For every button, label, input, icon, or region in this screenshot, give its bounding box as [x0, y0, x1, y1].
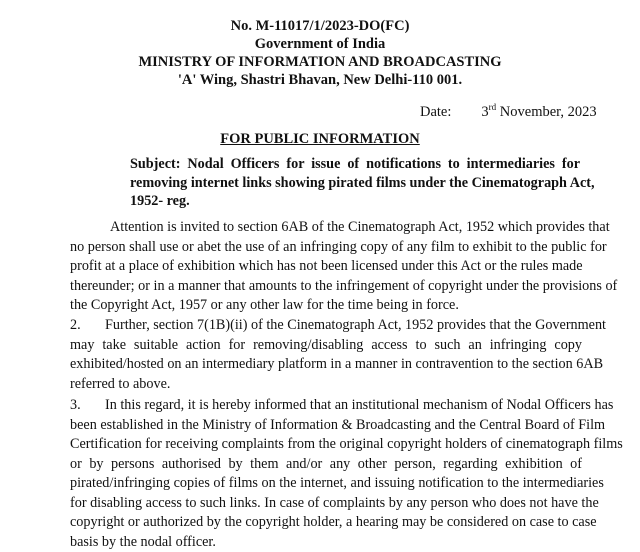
paragraph-line: referred to above.	[70, 375, 582, 395]
date-label: Date:	[420, 104, 451, 120]
paragraph-line: the Copyright Act, 1957 or any other law for the time being in force.	[70, 296, 582, 316]
paragraph-line: exhibited/hosted on an intermediary platform in a manner in contravention to the section 6AB	[70, 355, 582, 375]
paragraph-number: 2.	[70, 316, 105, 336]
ministry-address: 'A' Wing, Shastri Bhavan, New Delhi-110 001.	[0, 72, 640, 89]
ministry-name: MINISTRY OF INFORMATION AND BROADCASTING	[0, 54, 640, 71]
paragraph-line: been established in the Ministry of Information & Broadcasting and the Central Board of Film	[70, 416, 582, 436]
date-suffix: rd	[489, 102, 497, 112]
paragraph-line: profit at a place of exhibition which has not been licensed under this Act or the rules made	[70, 257, 582, 277]
paragraph-line: thereunder; or in a manner that amounts to the infringement of copyright under the provisions of	[70, 277, 582, 297]
paragraph-2	[70, 316, 582, 394]
date-month-year: November, 2023	[496, 104, 597, 120]
date-day: 3	[481, 104, 488, 120]
subject-block	[130, 155, 580, 211]
reference-number: No. M-11017/1/2023-DO(FC)	[0, 18, 640, 35]
paragraph-line: Certification for receiving complaints from the original copyright holders of cinematograph films	[70, 435, 582, 455]
notice-title: FOR PUBLIC INFORMATION	[0, 131, 640, 148]
paragraph-line: no person shall use or abet the use of an infringing copy of any film to exhibit to the public for	[70, 238, 582, 258]
paragraph-3	[70, 396, 582, 552]
paragraph-line: pirated/infringing copies of films on the internet, and issuing notification to the intermediaries	[70, 474, 582, 494]
subject-line: Subject: Nodal Officers for issue of notifications to intermediaries for	[130, 155, 580, 174]
paragraph-line: basis by the nodal officer.	[70, 533, 582, 552]
paragraph-line: for disabling access to such links. In case of complaints by any person who does not have the	[70, 494, 582, 514]
paragraph-line: Attention is invited to section 6AB of the Cinematograph Act, 1952 which provides that	[70, 218, 582, 238]
paragraph-line: or by persons authorised by them and/or any other person, regarding exhibition of	[70, 455, 582, 475]
paragraph-line: may take suitable action for removing/disabling access to such an infringing copy	[70, 336, 582, 356]
government-line: Government of India	[0, 36, 640, 53]
paragraph-number: 3.	[70, 396, 105, 416]
subject-line: 1952- reg.	[130, 192, 580, 211]
paragraph-line: copyright or authorized by the copyright holder, a hearing may be considered on case to case	[70, 513, 582, 533]
subject-line: removing internet links showing pirated films under the Cinematograph Act,	[130, 174, 580, 193]
paragraph-1	[70, 218, 582, 316]
paragraph-line: 3. In this regard, it is hereby informed that an institutional mechanism of Nodal Officers has	[70, 396, 582, 416]
date-line	[420, 102, 597, 121]
paragraph-line: 2. Further, section 7(1B)(ii) of the Cinematograph Act, 1952 provides that the Government	[70, 316, 582, 336]
